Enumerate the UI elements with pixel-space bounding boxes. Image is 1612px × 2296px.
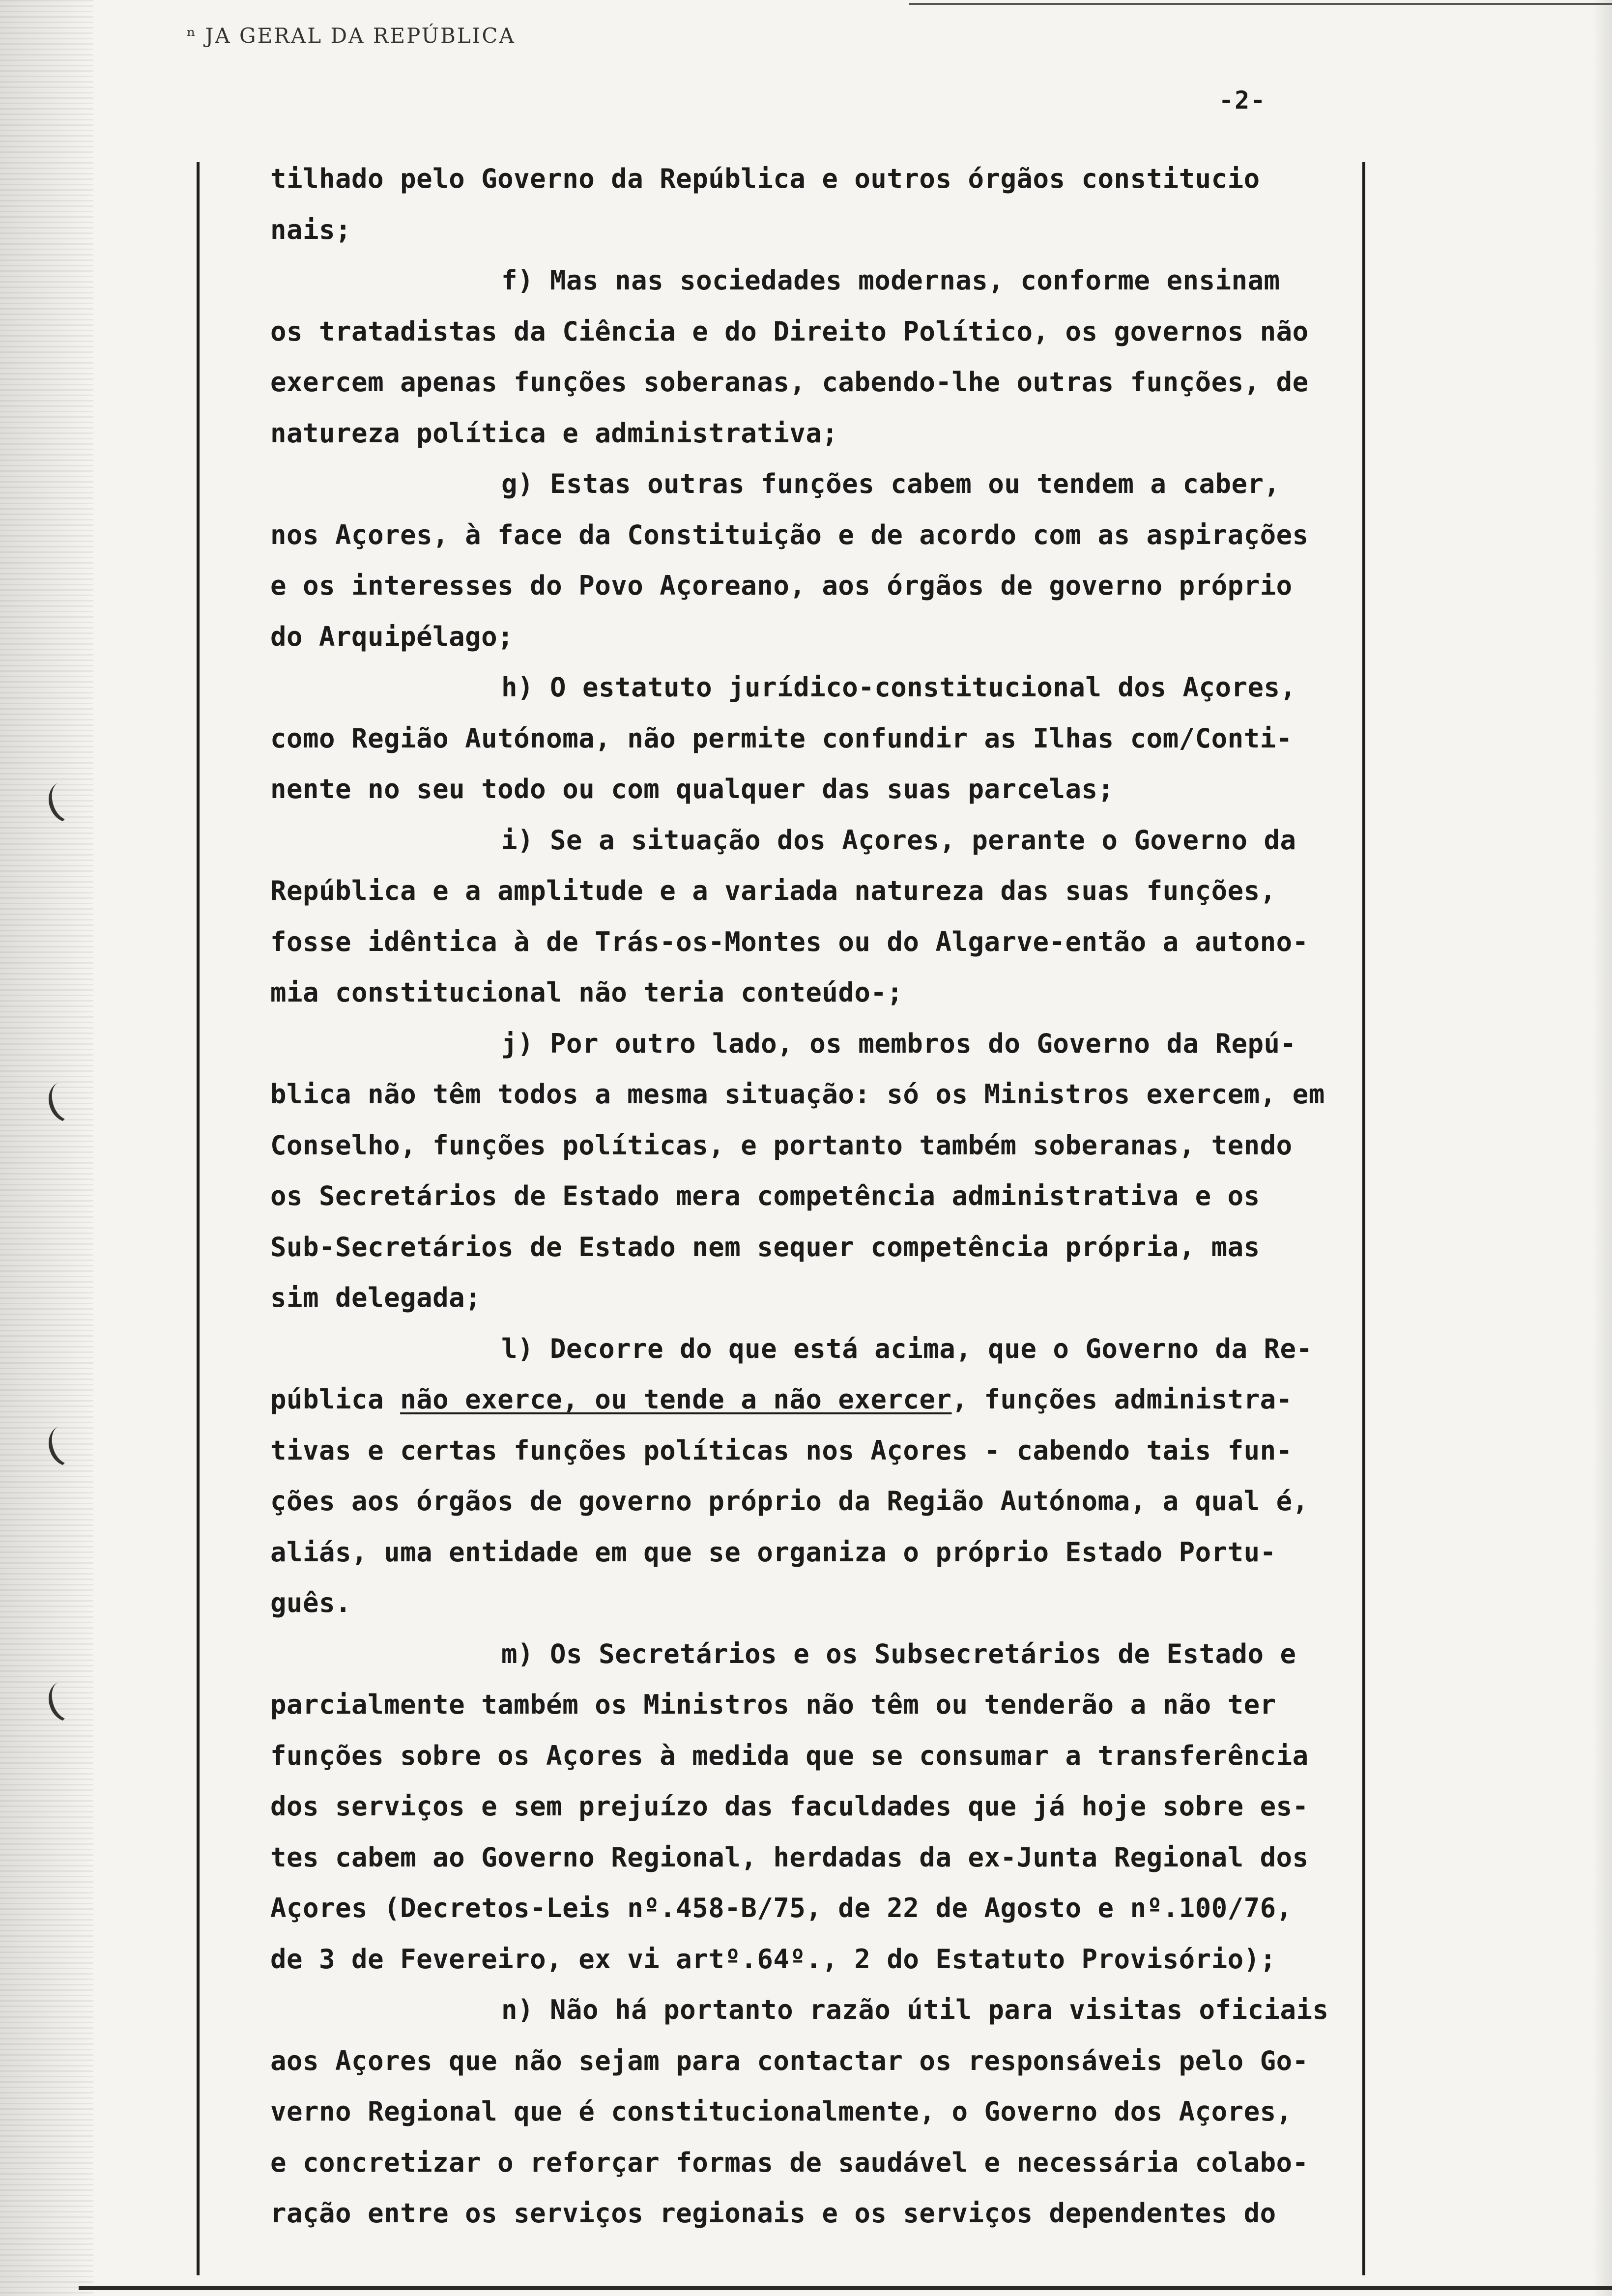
text-line: mia constitucional não teria conteúdo-; xyxy=(270,977,903,1008)
text-line: tes cabem ao Governo Regional, herdadas da ex-Junta Regional dos xyxy=(270,1841,1309,1873)
text-segment: pública xyxy=(270,1384,401,1415)
margin-rule-right xyxy=(1362,162,1365,2275)
top-rule xyxy=(909,3,1612,5)
paragraph-h: h) O estatuto jurídico-constitucional dos Açores, xyxy=(501,672,1296,703)
text-line: de 3 de Fevereiro, ex vi artº.64º., 2 do Estatuto Provisório); xyxy=(270,1943,1276,1975)
text-line: aos Açores que não sejam para contactar os responsáveis pelo Go- xyxy=(270,2045,1309,2076)
text-line: guês. xyxy=(270,1587,352,1618)
text-line: parcialmente também os Ministros não têm ou tenderão a não ter xyxy=(270,1689,1276,1720)
body-text xyxy=(270,153,1359,2239)
text-line: tilhado pelo Governo da República e outros órgãos constitucio xyxy=(270,163,1260,194)
text-line: dos serviços e sem prejuízo das faculdades que já hoje sobre es- xyxy=(270,1791,1309,1822)
text-line: verno Regional que é constitucionalmente, o Governo dos Açores, xyxy=(270,2096,1293,2127)
text-line: exercem apenas funções soberanas, cabendo-lhe outras funções, de xyxy=(270,367,1309,398)
scan-edge-right xyxy=(1592,0,1612,2296)
text-segment: , funções administra- xyxy=(951,1384,1293,1415)
text-line: do Arquipélago; xyxy=(270,621,514,652)
text-line: ração entre os serviços regionais e os serviços dependentes do xyxy=(270,2198,1276,2229)
text-line: Conselho, funções políticas, e portanto também soberanas, tendo xyxy=(270,1129,1293,1161)
text-line: nos Açores, à face da Constituição e de acordo com as aspirações xyxy=(270,519,1309,550)
underlined-phrase: não exerce, ou tende a não exercer xyxy=(400,1384,952,1415)
text-line: os tratadistas da Ciência e do Direito Político, os governos não xyxy=(270,316,1309,347)
page-number: -2- xyxy=(1219,86,1267,115)
bottom-rule xyxy=(79,2286,1612,2290)
paragraph-g: g) Estas outras funções cabem ou tendem a caber, xyxy=(501,468,1280,499)
letterhead-mark: ⁿ JA GERAL DA REPÚBLICA xyxy=(187,24,516,48)
text-line: República e a amplitude e a variada natureza das suas funções, xyxy=(270,875,1276,906)
text-line-underlined xyxy=(270,1374,1359,1425)
text-line: sim delegada; xyxy=(270,1282,482,1313)
paragraph-f: f) Mas nas sociedades modernas, conforme ensinam xyxy=(501,265,1280,296)
paragraph-j: j) Por outro lado, os membros do Governo da Repú- xyxy=(501,1028,1296,1059)
paragraph-m: m) Os Secretários e os Subsecretários de Estado e xyxy=(501,1638,1296,1669)
text-line: como Região Autónoma, não permite confundir as Ilhas com/Conti- xyxy=(270,722,1293,754)
text-line: e concretizar o reforçar formas de saudável e necessária colabo- xyxy=(270,2147,1309,2178)
text-line: fosse idêntica à de Trás-os-Montes ou do Algarve-então a autono- xyxy=(270,926,1309,957)
text-line: os Secretários de Estado mera competência administrativa e os xyxy=(270,1180,1260,1211)
paragraph-l: l) Decorre do que está acima, que o Governo da Re- xyxy=(501,1333,1313,1364)
scan-noise-left xyxy=(0,0,93,2296)
text-line: funções sobre os Açores à medida que se consumar a transferência xyxy=(270,1740,1309,1771)
text-line: Açores (Decretos-Leis nº.458-B/75, de 22 de Agosto e nº.100/76, xyxy=(270,1893,1293,1923)
text-line: nente no seu todo ou com qualquer das suas parcelas; xyxy=(270,774,1114,804)
margin-rule-left xyxy=(197,162,200,2275)
text-line: e os interesses do Povo Açoreano, aos órgãos de governo próprio xyxy=(270,570,1293,601)
text-line: natureza política e administrativa; xyxy=(270,417,838,449)
text-line: blica não têm todos a mesma situação: só os Ministros exercem, em xyxy=(270,1079,1325,1110)
text-line: Sub-Secretários de Estado nem sequer competência própria, mas xyxy=(270,1231,1260,1263)
paragraph-i: i) Se a situação dos Açores, perante o Governo da xyxy=(501,824,1296,856)
text-line: nais; xyxy=(270,214,352,245)
text-line: aliás, uma entidade em que se organiza o próprio Estado Portu- xyxy=(270,1536,1276,1568)
text-line: ções aos órgãos de governo próprio da Região Autónoma, a qual é, xyxy=(270,1486,1309,1517)
paragraph-n: n) Não há portanto razão útil para visitas oficiais xyxy=(501,1994,1329,2025)
text-line: tivas e certas funções políticas nos Açores - cabendo tais fun- xyxy=(270,1435,1293,1466)
